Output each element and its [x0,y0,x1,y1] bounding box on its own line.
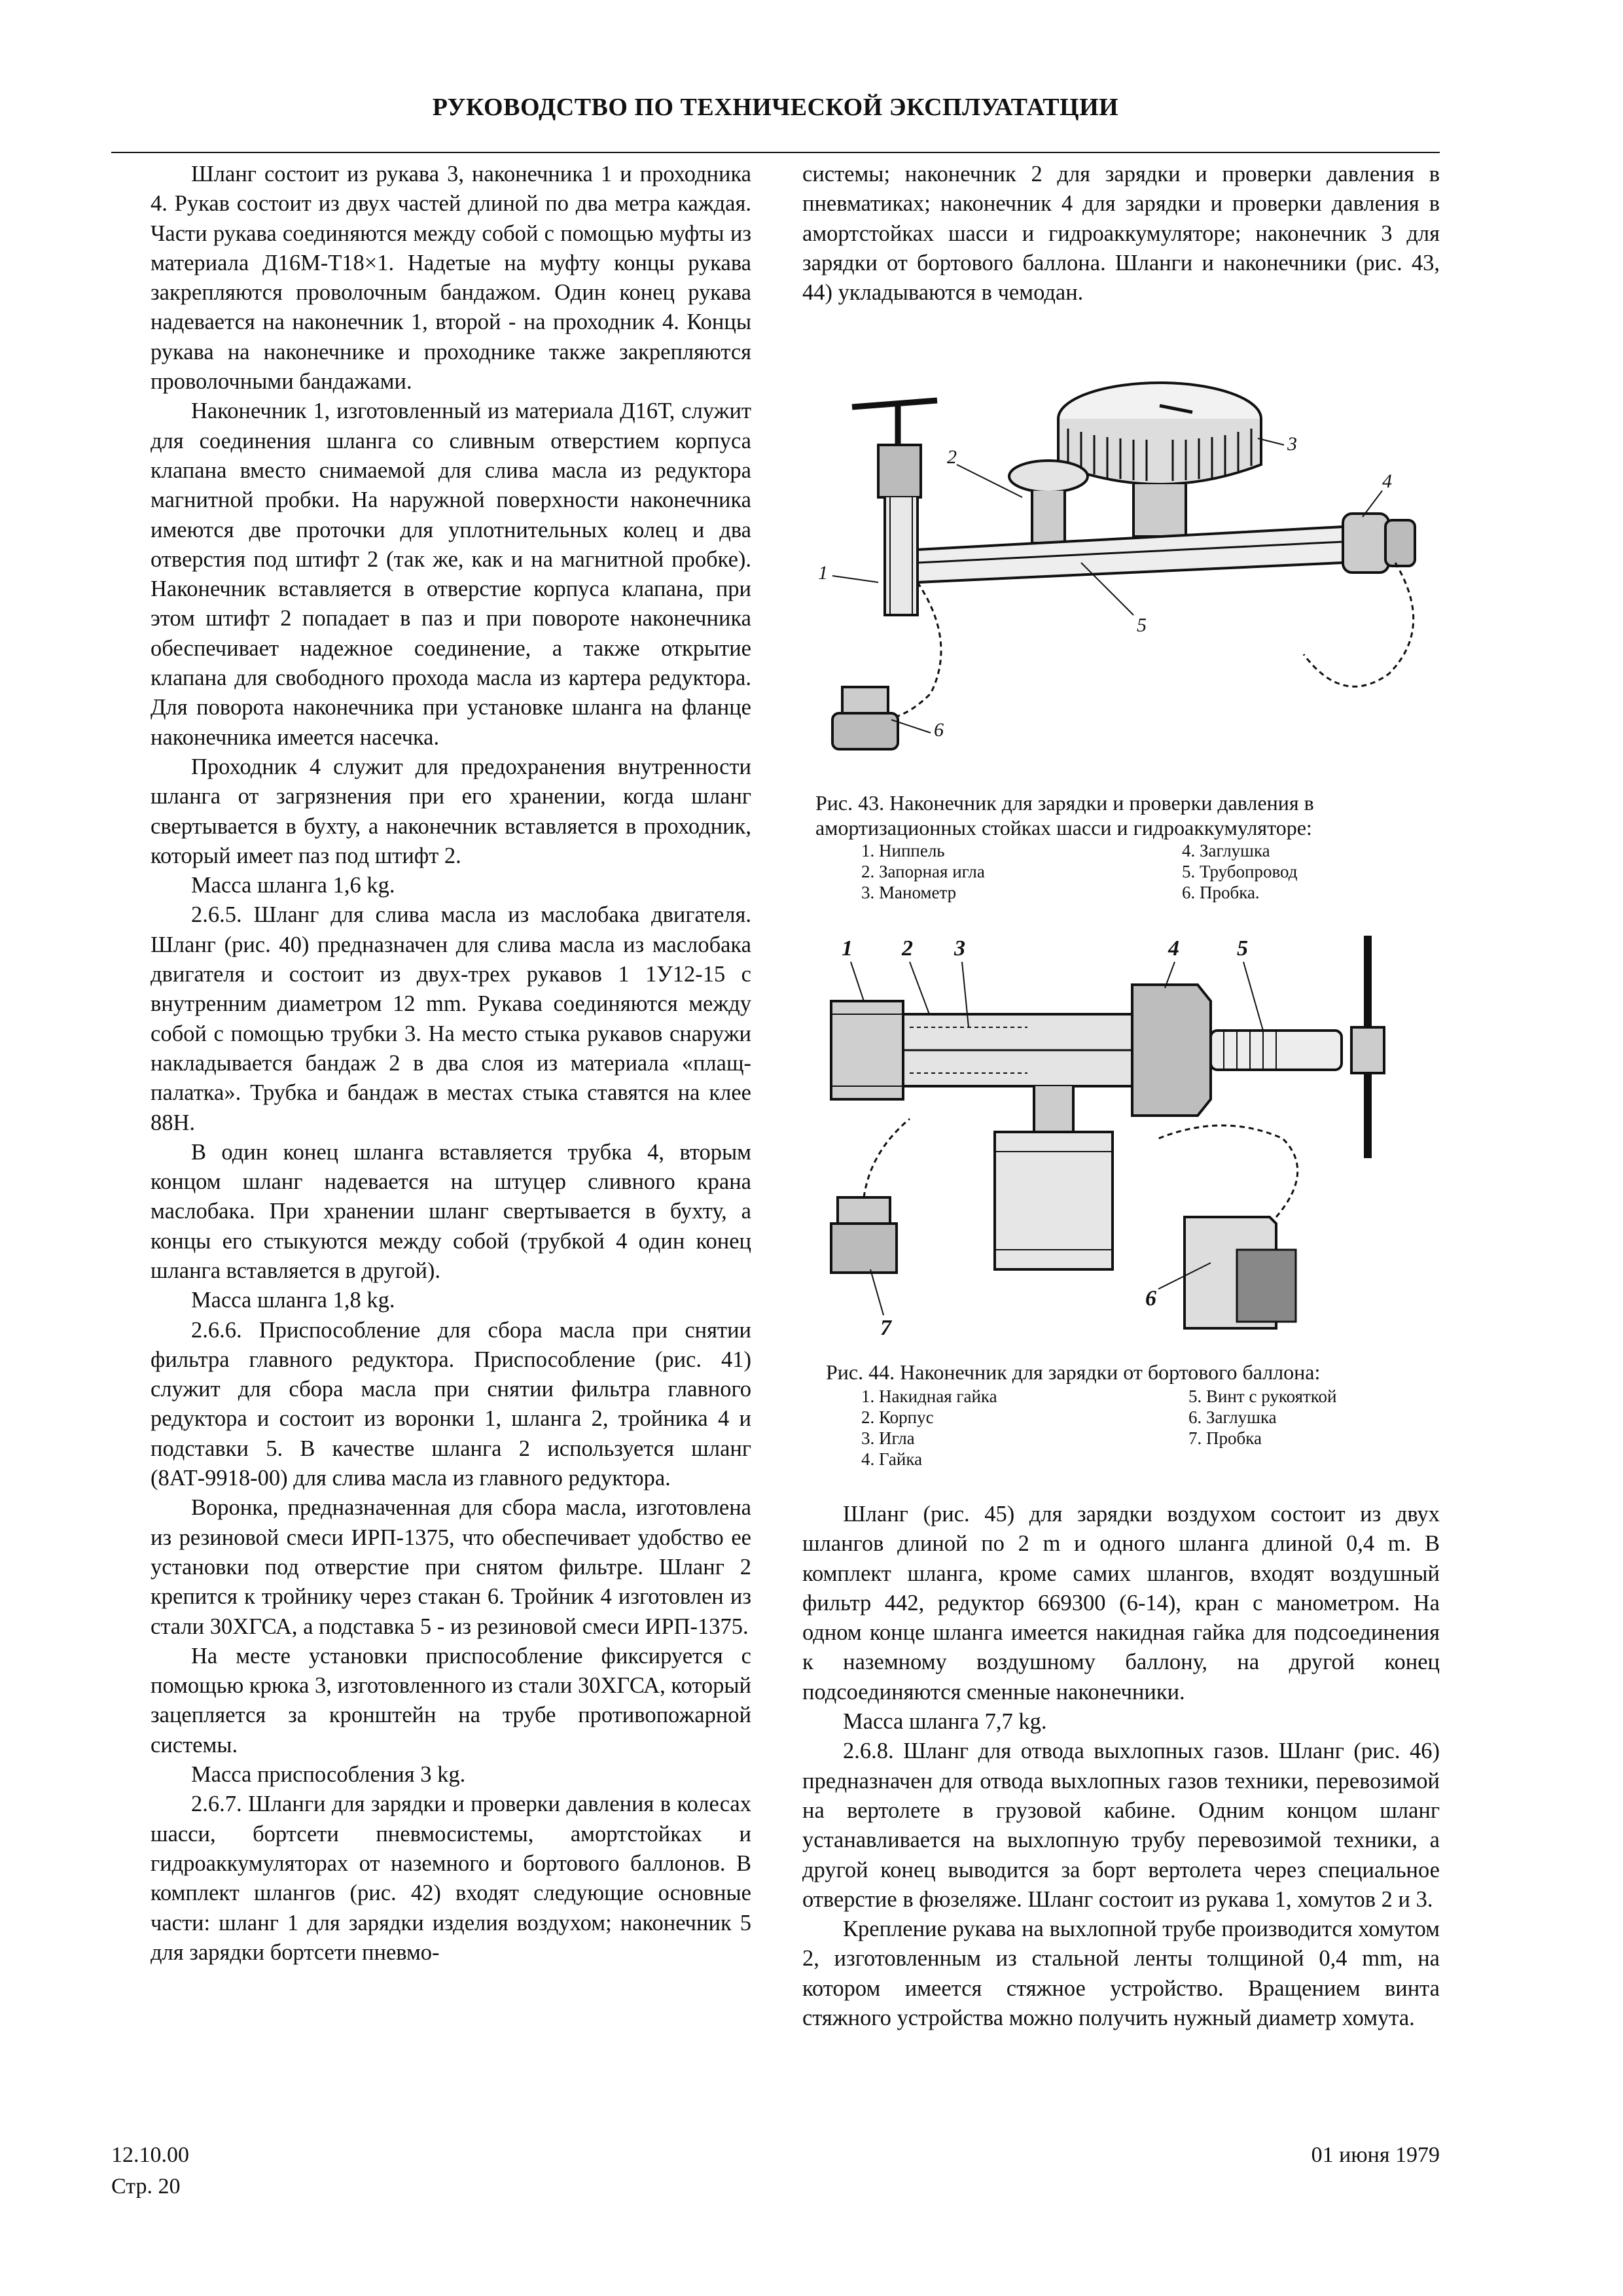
paragraph: В один конец шланга вставляется трубка 4, вторым концом шланг надевается на штуцер сливного крана маслобака. При хранении шланг свертывается в бухту, а концы его стыкуются между собой (трубкой 4 один конец шланга вставляется в другой). [151,1139,751,1283]
callout-4: 4 [1382,470,1392,492]
paragraph: Масса шланга 1,6 kg. [191,873,395,898]
legend-item: 4. Гайка [861,1449,923,1469]
legend-item: 6. Пробка. [1182,883,1260,902]
legend-item: 2. Корпус [861,1407,934,1427]
paragraph: На месте установки приспособление фиксируется с помощью крюка 3, изготовленного из стали 30ХГСА, который зацепляется за кронштейн на трубе противопожарной системы. [151,1643,751,1757]
callout-1: 1 [842,936,853,961]
legend-item: 3. Игла [861,1428,915,1448]
section-2-6-7: 2.6.7. Шланги для зарядки и проверки давления в колесах шасси, бортсети пневмосистемы, амортстойках и гидроаккумуляторах от наземного и бортового баллонов. В комплект шлангов (рис. 42) входят следующие основные части: шланг 1 для зарядки изделия воздухом; наконечник 5 для зарядки бортсети пневмо- [151,1792,751,1965]
callout-6: 6 [1145,1286,1156,1311]
callout-5: 5 [1137,614,1147,636]
footer-left [111,2140,189,2202]
section-2-6-5: 2.6.5. Шланг для слива масла из маслобака двигателя. Шланг (рис. 40) предназначен для слива масла из маслобака двигателя и состоит из двух-трех рукавов 1 1У12-15 с внутренним диаметром 12 mm. Рукава соединяются между собой с помощью трубки 3. На место стыка рукавов снаружи накладывается бандаж 2 в два слоя из материала «плащ-палатка». Трубка и бандаж в местах стыка ставятся на клее 88Н. [151,902,751,1135]
paragraph: Масса шланга 1,8 kg. [191,1288,395,1313]
callout-3: 3 [954,936,965,961]
figure-43 [806,366,1448,785]
paragraph: Масса приспособления 3 kg. [191,1762,466,1788]
page-header: РУКОВОДСТВО ПО ТЕХНИЧЕСКОЙ ЭКСПЛУАТАТЦИИ [432,94,1119,121]
header-rule [111,152,1440,153]
paragraph: Воронка, предназначенная для сбора масла, изготовлена из резиновой смеси ИРП-1375, что обеспечивает удобство ее установки под отверстие при снятом фильтре. Шланг 2 крепится к тройнику через стакан 6. Тройник 4 изготовлен из стали 30ХГСА, а подставка 5 - из резиновой смеси ИРП-1375. [151,1495,751,1639]
paragraph: Крепление рукава на выхлопной трубе производится хомутом 2, изготовленным из стальной ленты толщиной 0,4 mm, на котором имеется стяжное устройство. Вращением винта стяжного устройства можно получить нужный диаметр хомута. [802,1916,1440,2031]
figure-44-legend-left [861,1386,997,1470]
callout-5: 5 [1237,936,1248,961]
legend-item: 6. Заглушка [1188,1407,1277,1427]
figure-44-legend-right [1188,1386,1336,1449]
paragraph: Наконечник 1, изготовленный из материала Д16Т, служит для соединения шланга со сливным отверстием корпуса клапана вместо снимаемой для слива масла из редуктора магнитной пробки. На наружной поверхности наконечника имеются две проточки для уплотнительных колец и два отверстия под штифт 2 (так же, как и на магнитной пробке). Наконечник вставляется в отверстие корпуса клапана, при этом штифт 2 попадает в паз и при повороте наконечника обеспечивает надежное соединение, а также открытие клапана для свободного прохода масла из картера редуктора. Для поворота наконечника при установке шланга на фланце наконечника имеется насечка. [151,398,751,750]
paragraph: Шланг состоит из рукава 3, наконечника 1 и проходника 4. Рукав состоит из двух частей длиной по два метра каждая. Части рукава соединяются между собой с помощью муфты из материала Д16М-Т18×1. Надетые на муфту концы рукава закрепляются проволочным бандажом. Один конец рукава надевается на наконечник 1, второй - на проходник 4. Концы рукава на наконечнике и проходнике также закрепляются проволочными бандажами. [151,162,751,395]
right-column-top [802,160,1440,308]
legend-item: 3. Манометр [861,883,957,902]
legend-item: 5. Трубопровод [1182,862,1298,881]
paragraph: Масса шланга 7,7 kg. [843,1709,1047,1735]
left-column [151,160,751,1968]
page-number: Стр. 20 [111,2174,181,2199]
figure-44-drawing [818,923,1446,1348]
callout-4: 4 [1168,936,1179,961]
callout-3: 3 [1287,433,1297,455]
right-column-bottom [802,1500,1440,2033]
section-2-6-8: 2.6.8. Шланг для отвода выхлопных газов. Шланг (рис. 46) предназначен для отвода выхлопных газов техники, перевозимой на вертолете в грузовой кабине. Одним концом шланг устанавливается на выхлопную трубу перевозимой техники, а другой конец выводится за борт вертолета через специальное отверстие в фюзеляже. Шланг состоит из рукава 1, хомутов 2 и 3. [802,1739,1440,1912]
document-code: 12.10.00 [111,2143,189,2167]
legend-item: 1. Ниппель [861,841,945,860]
footer-date: 01 июня 1979 [1311,2143,1440,2167]
callout-7: 7 [880,1316,891,1340]
figure-43-legend-left [861,840,985,903]
callout-1: 1 [818,562,828,584]
paragraph: Шланг (рис. 45) для зарядки воздухом состоит из двух шлангов длиной по 2 m и одного шланга длиной 0,4 m. В комплект шланга, кроме самих шлангов, входят воздушный фильтр 442, редуктор 669300 (6-14), кран с манометром. На одном конце шланга имеется накидная гайка для подсоединения к наземному воздушному баллону, на другой конец подсоединяются сменные наконечники. [802,1502,1440,1704]
legend-item: 1. Накидная гайка [861,1386,997,1406]
legend-item: 5. Винт с рукояткой [1188,1386,1337,1406]
callout-2: 2 [902,936,913,961]
figure-44 [818,923,1446,1348]
figure-43-legend-right [1182,840,1297,903]
paragraph: системы; наконечник 2 для зарядки и проверки давления в пневматиках; наконечник 4 для зарядки и проверки давления в амортстойках шасси и гидроаккумуляторе; наконечник 3 для зарядки от бортового баллона. Шланги и наконечники (рис. 43, 44) укладываются в чемодан. [802,162,1440,306]
section-2-6-6: 2.6.6. Приспособление для сбора масла при снятии фильтра главного редуктора. Приспособление (рис. 41) служит для сбора масла при снятии фильтра главного редуктора и состоит из воронки 1, шланга 2, тройника 4 и подставки 5. В качестве шланга 2 используется шланг (8АТ-9918-00) для слива масла из главного редуктора. [151,1317,751,1491]
figure-44-caption: Рис. 44. Наконечник для зарядки от бортового баллона: [826,1360,1321,1384]
legend-item: 4. Заглушка [1182,841,1270,860]
legend-item: 7. Пробка [1188,1428,1262,1448]
paragraph: Проходник 4 служит для предохранения внутренности шланга от загрязнения при его хранении, когда шланг свертывается в бухту, а наконечник вставляется в проходник, который имеет паз под штифт 2. [151,754,751,868]
legend-item: 2. Запорная игла [861,862,985,881]
callout-2: 2 [947,446,957,468]
callout-6: 6 [934,719,944,741]
figure-43-caption: Рис. 43. Наконечник для зарядки и проверки давления в амортизационных стойках шасси и гидроаккумуляторе: [815,791,1314,839]
figure-43-drawing [806,366,1448,785]
